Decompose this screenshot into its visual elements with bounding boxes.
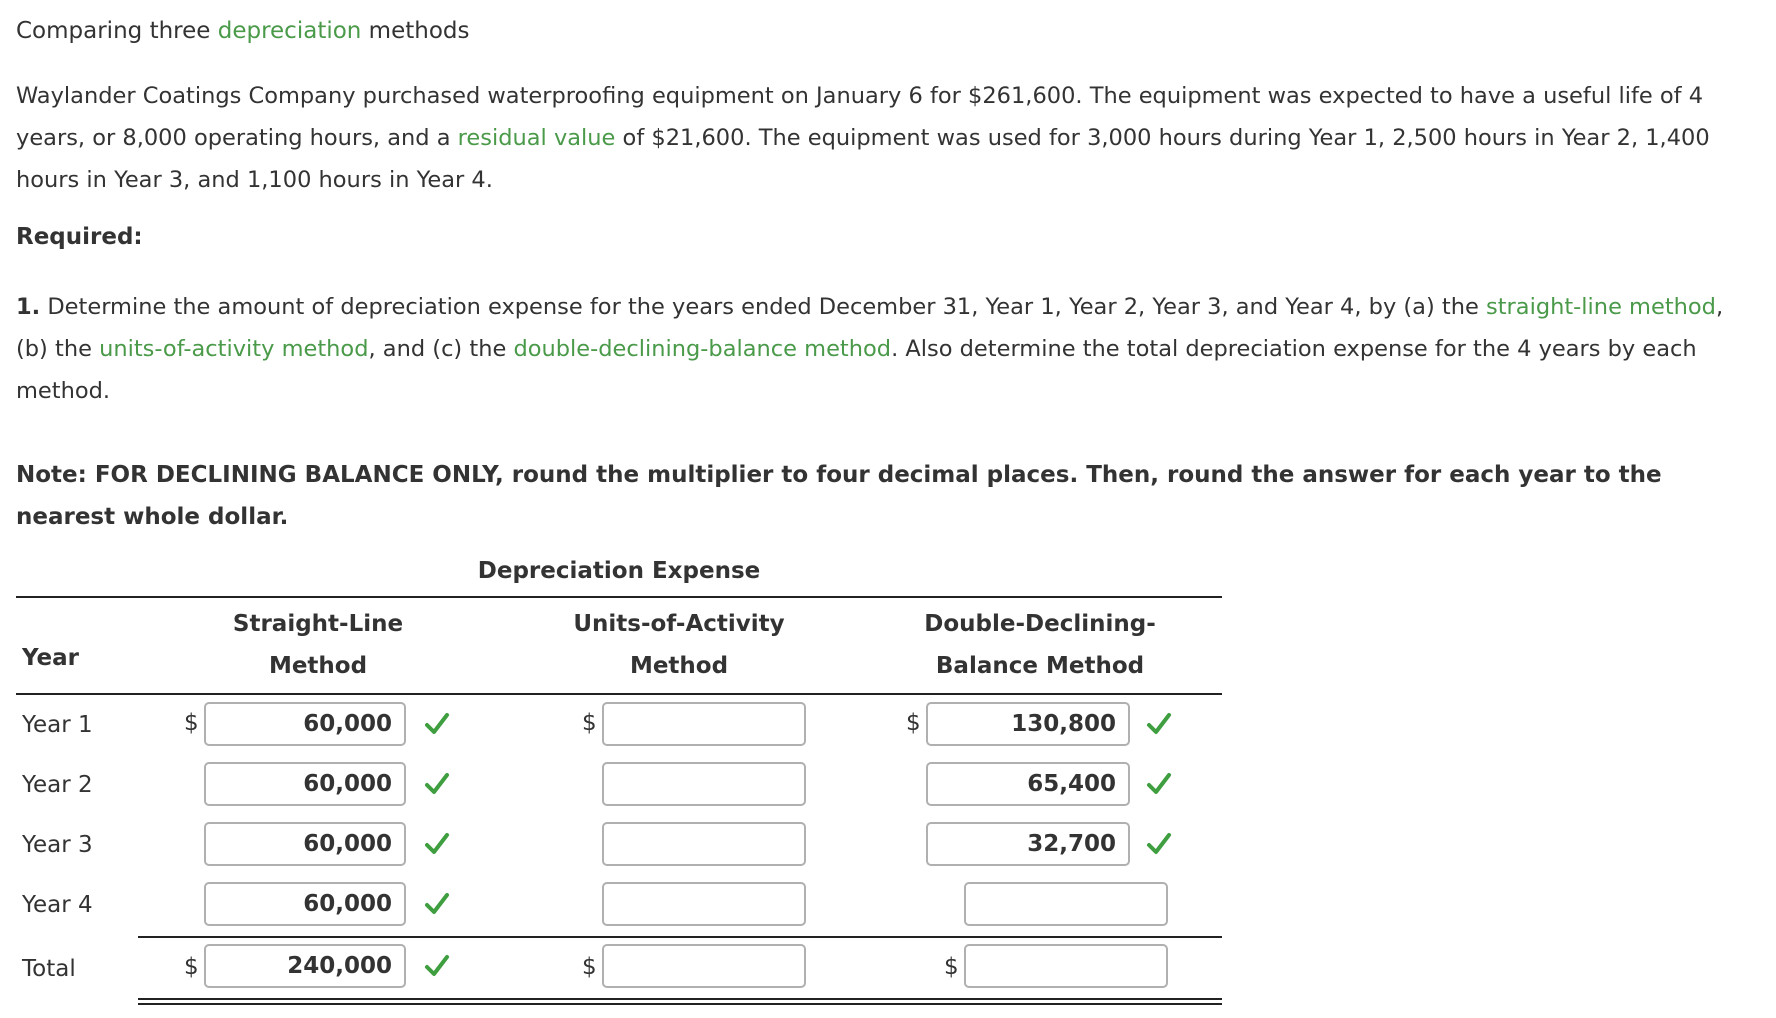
currency-symbol: $ xyxy=(184,710,199,736)
row-label-year-3: Year 3 xyxy=(22,832,93,858)
year-column-header: Year xyxy=(22,645,80,671)
checkmark-icon xyxy=(424,953,450,979)
question-1 xyxy=(16,286,1761,412)
ddb-year-4-input[interactable] xyxy=(964,882,1168,926)
units-of-activity-column-header xyxy=(534,603,824,687)
units-of-activity-method-link[interactable]: units-of-activity method xyxy=(99,336,369,362)
checkmark-icon xyxy=(424,891,450,917)
problem-title xyxy=(16,14,470,48)
ua-year-1-input[interactable] xyxy=(602,702,806,746)
header-line: Method xyxy=(268,653,368,679)
rounding-note: Note: FOR DECLINING BALANCE ONLY, round the multiplier to four decimal places. Then, round the answer for each year to the nearest whole dollar. xyxy=(16,462,1662,530)
checkmark-icon xyxy=(424,711,450,737)
double-declining-balance-method-link[interactable]: double-declining-balance method xyxy=(513,336,892,362)
description-text-2: of $21,600. The equipment was used for 3,000 hours during Year 1, 2,500 hours in Year 2, 1,400 hours in Year 3, and 1,100 hours in Year 4. xyxy=(16,125,1710,193)
sl-year-2-input[interactable] xyxy=(204,762,406,806)
problem-description xyxy=(16,75,1761,201)
residual-value-link[interactable]: residual value xyxy=(457,125,616,151)
checkmark-icon xyxy=(1146,771,1172,797)
sl-year-4-input[interactable] xyxy=(204,882,406,926)
currency-symbol: $ xyxy=(944,954,959,980)
checkmark-icon xyxy=(424,771,450,797)
ua-year-2-input[interactable] xyxy=(602,762,806,806)
currency-symbol: $ xyxy=(906,710,921,736)
sl-year-3-input[interactable] xyxy=(204,822,406,866)
straight-line-column-header xyxy=(186,603,450,687)
straight-line-method-link[interactable]: straight-line method xyxy=(1485,294,1716,320)
table-top-rule xyxy=(16,596,1222,598)
row-label-year-4: Year 4 xyxy=(22,892,93,918)
currency-symbol: $ xyxy=(582,710,597,736)
checkmark-icon xyxy=(424,831,450,857)
total-top-rule xyxy=(138,936,1222,938)
ddb-total-input[interactable] xyxy=(964,944,1168,988)
question-text-a: Determine the amount of depreciation expense for the years ended December 31, Year 1, Year 2, Year 3, and Year 4, by (a) the xyxy=(40,294,1486,320)
double-declining-column-header xyxy=(890,603,1190,687)
ddb-year-3-input[interactable] xyxy=(926,822,1130,866)
row-label-year-2: Year 2 xyxy=(22,772,93,798)
sl-year-1-input[interactable] xyxy=(204,702,406,746)
header-line: Double-Declining- xyxy=(924,611,1156,637)
currency-symbol: $ xyxy=(582,954,597,980)
title-text-suffix: methods xyxy=(361,18,470,44)
header-line: Straight-Line xyxy=(232,611,404,637)
header-bottom-rule xyxy=(16,693,1222,695)
question-number: 1. xyxy=(16,294,41,320)
checkmark-icon xyxy=(1146,711,1172,737)
description-text: Waylander Coatings Company purchased waterproofing equipment on January 6 for $261,600. The equipment was expected to have a useful life of 4 years, or 8,000 operating hours, and a xyxy=(16,83,1704,151)
ua-year-4-input[interactable] xyxy=(602,882,806,926)
table-title: Depreciation Expense xyxy=(477,558,761,584)
ddb-year-2-input[interactable] xyxy=(926,762,1130,806)
currency-symbol: $ xyxy=(184,954,199,980)
required-heading: Required: xyxy=(16,224,143,250)
ua-year-3-input[interactable] xyxy=(602,822,806,866)
depreciation-link[interactable]: depreciation xyxy=(217,18,362,44)
header-line: Method xyxy=(629,653,729,679)
question-text-d: . Also determine the total depreciation expense for the 4 years by each method. xyxy=(16,336,1697,404)
header-line: Units-of-Activity xyxy=(573,611,785,637)
row-label-year-1: Year 1 xyxy=(22,712,93,738)
row-label-total: Total xyxy=(22,956,76,982)
ddb-year-1-input[interactable] xyxy=(926,702,1130,746)
question-text-b: , (b) the xyxy=(16,294,1724,362)
double-rule-bottom xyxy=(138,1003,1222,1005)
ua-total-input[interactable] xyxy=(602,944,806,988)
double-rule-top xyxy=(138,998,1222,1000)
header-line: Balance Method xyxy=(935,653,1145,679)
title-text: Comparing three xyxy=(16,18,218,44)
checkmark-icon xyxy=(1146,831,1172,857)
question-text-c: , and (c) the xyxy=(368,336,514,362)
sl-total-input[interactable] xyxy=(204,944,406,988)
